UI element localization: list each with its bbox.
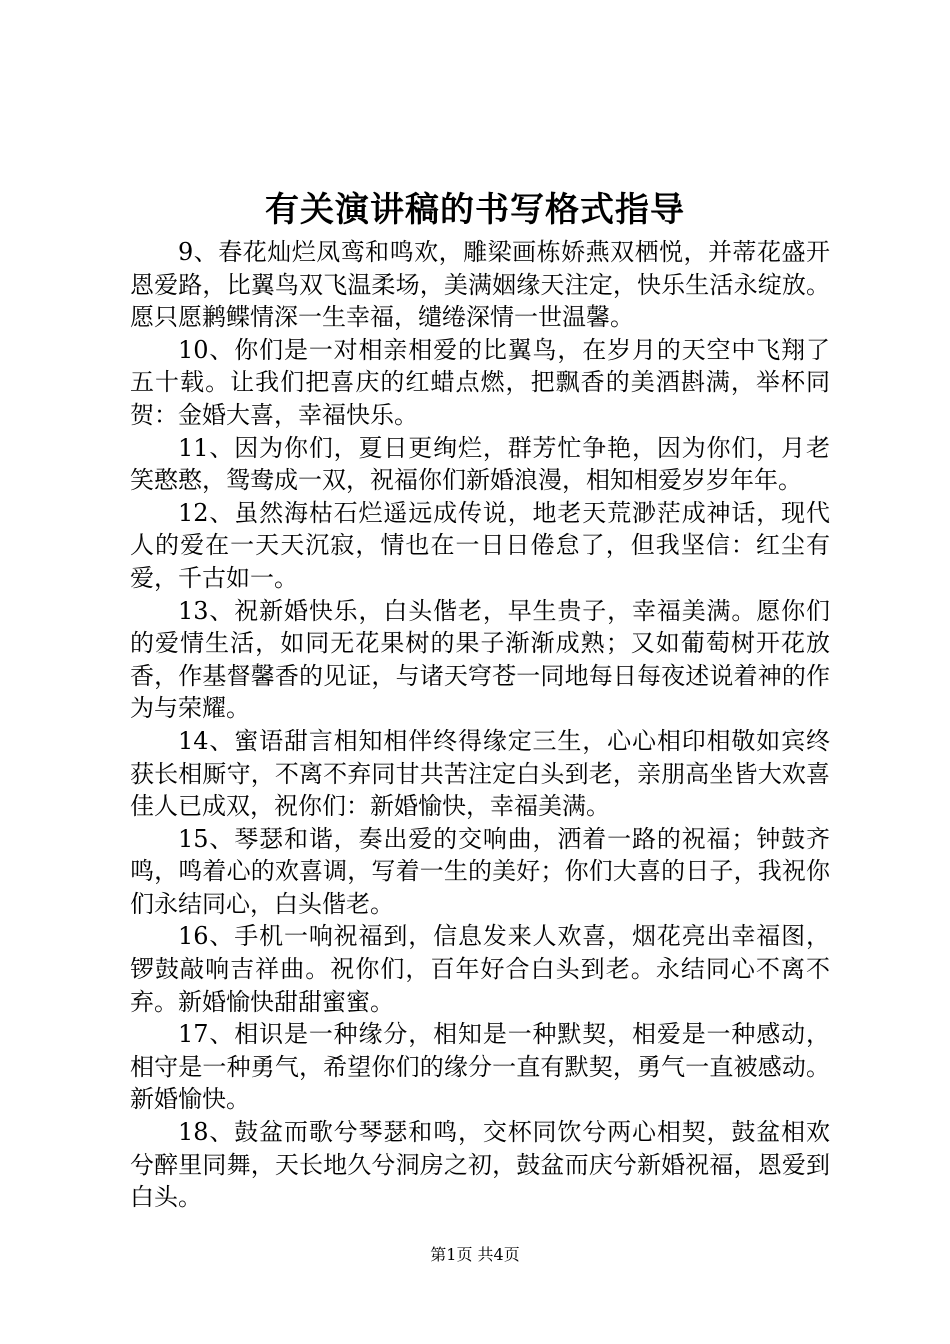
paragraph-15: 15、琴瑟和谐，奏出爱的交响曲，洒着一路的祝福；钟鼓齐鸣，鸣着心的欢喜调，写着一生的美好；你们大喜的日子，我祝你们永结同心，白头偕老。 (130, 824, 830, 918)
paragraph-11: 11、因为你们，夏日更绚烂，群芳忙争艳，因为你们，月老笑憨憨，鸳鸯成一双，祝福你们新婚浪漫，相知相爱岁岁年年。 (130, 433, 830, 495)
paragraph-13: 13、祝新婚快乐，白头偕老，早生贵子，幸福美满。愿你们的爱情生活，如同无花果树的果子渐渐成熟；又如葡萄树开花放香，作基督馨香的见证，与诸天穹苍一同地每日每夜述说着神的作为与荣耀。 (130, 596, 830, 723)
paragraph-10: 10、你们是一对相亲相爱的比翼鸟，在岁月的天空中飞翔了五十载。让我们把喜庆的红蜡点燃，把飘香的美酒斟满，举杯同贺：金婚大喜，幸福快乐。 (130, 335, 830, 429)
document-body (130, 236, 830, 1214)
paragraph-18: 18、鼓盆而歌兮琴瑟和鸣，交杯同饮兮两心相契，鼓盆相欢兮醉里同舞，天长地久兮洞房之初，鼓盆而庆兮新婚祝福，恩爱到白头。 (130, 1118, 830, 1212)
paragraph-12: 12、虽然海枯石烂遥远成传说，地老天荒渺茫成神话，现代人的爱在一天天沉寂，情也在一日日倦怠了，但我坚信：红尘有爱，千古如一。 (130, 498, 830, 592)
paragraph-9: 9、春花灿烂凤鸾和鸣欢，雕梁画栋娇燕双栖悦，并蒂花盛开恩爱路，比翼鸟双飞温柔场，美满姻缘天注定，快乐生活永绽放。愿只愿鹣鲽情深一生幸福，缱绻深情一世温馨。 (130, 238, 830, 332)
paragraph-16: 16、手机一响祝福到，信息发来人欢喜，烟花亮出幸福图，锣鼓敲响吉祥曲。祝你们，百年好合白头到老。永结同心不离不弃。新婚愉快甜甜蜜蜜。 (130, 922, 830, 1016)
paragraph-17: 17、相识是一种缘分，相知是一种默契，相爱是一种感动，相守是一种勇气，希望你们的缘分一直有默契，勇气一直被感动。新婚愉快。 (130, 1020, 830, 1114)
paragraph-14: 14、蜜语甜言相知相伴终得缘定三生，心心相印相敬如宾终获长相厮守，不离不弃同甘共苦注定白头到老，亲朋高坐皆大欢喜佳人已成双，祝你们：新婚愉快，幸福美满。 (130, 726, 830, 821)
document-title: 有关演讲稿的书写格式指导 (265, 190, 685, 230)
page-number-footer: 第1页 共4页 (430, 1245, 520, 1264)
